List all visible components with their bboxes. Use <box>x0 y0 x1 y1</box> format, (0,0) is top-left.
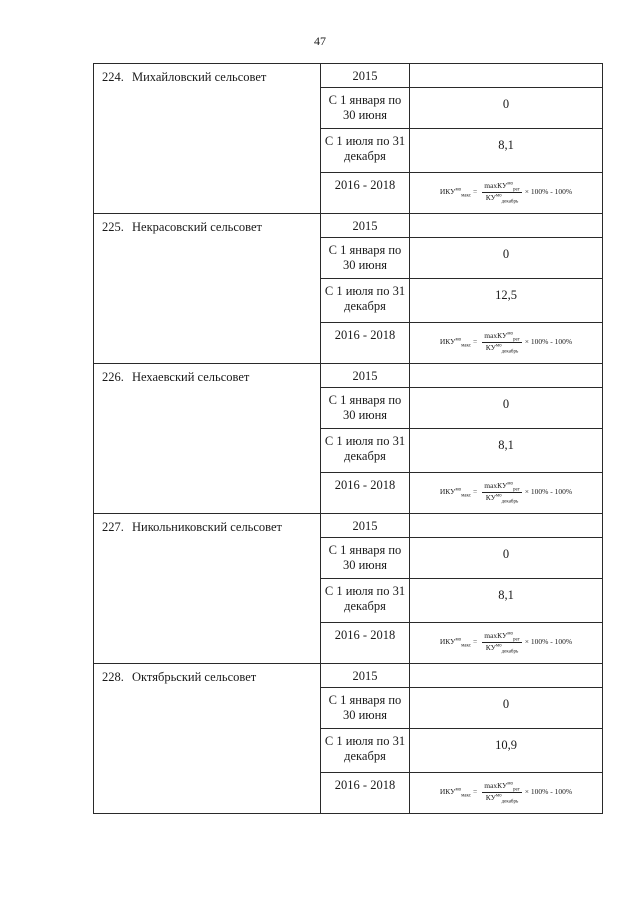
formula-tail: × 100% - 100% <box>524 337 573 346</box>
growth-formula <box>410 332 602 352</box>
formula-fraction <box>482 182 522 202</box>
formula-numerator: maxКУ$^{мо}_{рег}$ <box>484 631 520 643</box>
period-range: 2016 - 2018 <box>321 473 410 514</box>
table-row <box>94 514 603 538</box>
settlement-name: Некрасовский сельсовет <box>132 220 263 234</box>
value-formula <box>410 323 603 364</box>
table-row <box>94 214 603 238</box>
value-first-half: 0 <box>410 688 603 729</box>
table-row <box>94 664 603 688</box>
settlement-cell <box>94 364 321 514</box>
period-range: 2016 - 2018 <box>321 773 410 814</box>
value-formula <box>410 473 603 514</box>
period-range: 2016 - 2018 <box>321 623 410 664</box>
formula-numerator: maxКУ$^{мо}_{рег}$ <box>484 481 520 493</box>
period-second-half: С 1 июля по 31 декабря <box>321 579 410 623</box>
tariff-table <box>93 63 603 814</box>
period-second-half: С 1 июля по 31 декабря <box>321 129 410 173</box>
formula-fraction <box>482 632 522 652</box>
formula-lhs: $ИКУ^{мо}_{макс}$ <box>439 336 471 349</box>
formula-lhs: $ИКУ^{мо}_{макс}$ <box>439 486 471 499</box>
period-first-half: С 1 января по 30 июня <box>321 388 410 429</box>
value-second-half: 8,1 <box>410 429 603 473</box>
value-empty <box>410 214 603 238</box>
formula-denominator: $КУ^{мо}_{декабрь}$ <box>485 342 519 354</box>
formula-fraction <box>482 482 522 502</box>
formula-lhs: $ИКУ^{мо}_{макс}$ <box>439 786 471 799</box>
formula-equals: = <box>473 187 478 196</box>
settlement-name: Михайловский сельсовет <box>132 70 267 84</box>
period-year: 2015 <box>321 214 410 238</box>
formula-denominator: $КУ^{мо}_{декабрь}$ <box>485 792 519 804</box>
period-first-half: С 1 января по 30 июня <box>321 238 410 279</box>
settlement-name: Нехаевский сельсовет <box>132 370 250 384</box>
settlement-number: 228. <box>102 670 124 684</box>
formula-equals: = <box>473 337 478 346</box>
settlement-number: 225. <box>102 220 124 234</box>
period-year: 2015 <box>321 664 410 688</box>
value-first-half: 0 <box>410 88 603 129</box>
value-empty <box>410 514 603 538</box>
formula-numerator: maxКУ$^{мо}_{рег}$ <box>484 181 520 193</box>
period-first-half: С 1 января по 30 июня <box>321 688 410 729</box>
table-body <box>94 64 603 814</box>
value-empty <box>410 664 603 688</box>
settlement-number: 226. <box>102 370 124 384</box>
page-number: 47 <box>314 34 326 48</box>
formula-denominator: $КУ^{мо}_{декабрь}$ <box>485 642 519 654</box>
formula-tail: × 100% - 100% <box>524 187 573 196</box>
settlement-cell <box>94 664 321 814</box>
period-second-half: С 1 июля по 31 декабря <box>321 279 410 323</box>
formula-numerator: maxКУ$^{мо}_{рег}$ <box>484 781 520 793</box>
settlement-number: 224. <box>102 70 124 84</box>
table-row <box>94 364 603 388</box>
value-second-half: 8,1 <box>410 129 603 173</box>
value-first-half: 0 <box>410 538 603 579</box>
table-row <box>94 64 603 88</box>
settlement-cell <box>94 64 321 214</box>
settlement-cell <box>94 514 321 664</box>
formula-lhs: $ИКУ^{мо}_{макс}$ <box>439 636 471 649</box>
period-year: 2015 <box>321 514 410 538</box>
period-year: 2015 <box>321 64 410 88</box>
formula-equals: = <box>473 787 478 796</box>
settlement-name: Никольниковский сельсовет <box>132 520 283 534</box>
settlement-number: 227. <box>102 520 124 534</box>
settlement-cell <box>94 214 321 364</box>
growth-formula <box>410 632 602 652</box>
value-empty <box>410 364 603 388</box>
period-first-half: С 1 января по 30 июня <box>321 88 410 129</box>
formula-lhs: $ИКУ^{мо}_{макс}$ <box>439 186 471 199</box>
growth-formula <box>410 182 602 202</box>
period-second-half: С 1 июля по 31 декабря <box>321 729 410 773</box>
value-first-half: 0 <box>410 238 603 279</box>
period-range: 2016 - 2018 <box>321 173 410 214</box>
value-empty <box>410 64 603 88</box>
formula-numerator: maxКУ$^{мо}_{рег}$ <box>484 331 520 343</box>
value-second-half: 10,9 <box>410 729 603 773</box>
formula-fraction <box>482 332 522 352</box>
value-second-half: 12,5 <box>410 279 603 323</box>
formula-denominator: $КУ^{мо}_{декабрь}$ <box>485 192 519 204</box>
formula-tail: × 100% - 100% <box>524 487 573 496</box>
formula-equals: = <box>473 637 478 646</box>
period-second-half: С 1 июля по 31 декабря <box>321 429 410 473</box>
growth-formula <box>410 482 602 502</box>
formula-tail: × 100% - 100% <box>524 787 573 796</box>
period-year: 2015 <box>321 364 410 388</box>
value-formula <box>410 773 603 814</box>
formula-tail: × 100% - 100% <box>524 637 573 646</box>
period-first-half: С 1 января по 30 июня <box>321 538 410 579</box>
value-formula <box>410 173 603 214</box>
formula-equals: = <box>473 487 478 496</box>
value-formula <box>410 623 603 664</box>
settlement-name: Октябрьский сельсовет <box>132 670 257 684</box>
period-range: 2016 - 2018 <box>321 323 410 364</box>
value-second-half: 8,1 <box>410 579 603 623</box>
formula-denominator: $КУ^{мо}_{декабрь}$ <box>485 492 519 504</box>
formula-fraction <box>482 782 522 802</box>
growth-formula <box>410 782 602 802</box>
value-first-half: 0 <box>410 388 603 429</box>
